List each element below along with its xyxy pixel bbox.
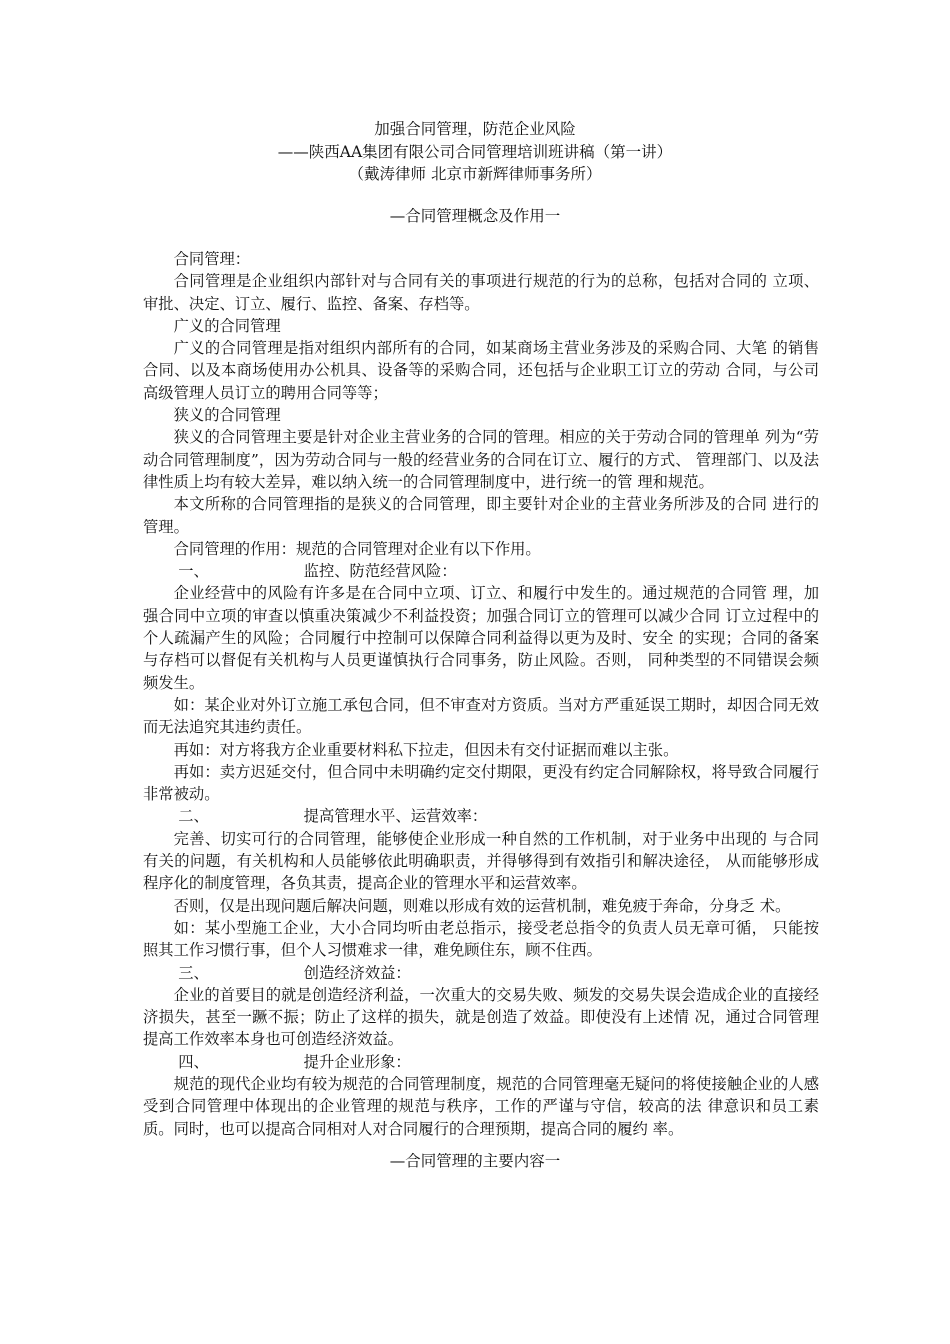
section-heading-main-content: —合同管理的主要内容一 <box>389 1152 561 1170</box>
item-heading-2 <box>143 805 819 827</box>
item-title-2: 提高管理水平、运营效率： <box>303 807 488 826</box>
document-subtitle: ——陕西AA集团有限公司合同管理培训班讲稿（第一讲） <box>277 142 673 161</box>
paragraph-item1-example3: 再如：卖方迟延交付，但合同中未明确约定交付期限，更没有约定合同解除权，将导致合同履行非常被动。 <box>143 762 819 804</box>
paragraph-role-intro: 合同管理的作用：规范的合同管理对企业有以下作用。 <box>173 539 541 558</box>
paragraph-def-narrow: 狭义的合同管理主要是针对企业主营业务的合同的管理。相应的关于劳动合同的管理单 列为“劳动合同管理制度”，因为劳动合同与一般的经营业务的合同在订立、履行的方式、 管理部门、以及法律性质上均有较大差异，难以纳入统一的合同管理制度中，进行统一的管 理和规范。 <box>143 428 819 491</box>
paragraph-item2-example: 如：某小型施工企业，大小合同均听由老总指示，接受老总指令的负责人员无章可循， 只能按照其工作习惯行事，但个人习惯难求一律，难免顾住东，顾不住西。 <box>143 918 819 960</box>
paragraph-def-mgmt: 合同管理是企业组织内部针对与合同有关的事项进行规范的行为的总称，包括对合同的 立项、审批、决定、订立、履行、监控、备案、存档等。 <box>143 272 819 313</box>
item-title-1: 监控、防范经营风险： <box>303 562 457 581</box>
paragraph-label-narrow: 狭义的合同管理 <box>173 406 281 425</box>
item-number-4: 四、 <box>178 1052 209 1071</box>
item-title-3: 创造经济效益： <box>303 963 411 982</box>
document-author: （戴涛律师 北京市新辉律师事务所） <box>348 165 602 183</box>
item-number-3: 三、 <box>178 963 209 982</box>
paragraph-item1-example1: 如：某企业对外订立施工承包合同，但不审查对方资质。当对方严重延误工期时，却因合同无效而无法追究其违约责任。 <box>143 695 819 737</box>
paragraph-item1-body: 企业经营中的风险有许多是在合同中立项、订立、和履行中发生的。通过规范的合同管 理，加强合同中立项的审查以慎重决策减少不利益投资；加强合同订立的管理可以减少合同 订立过程中的个人疏漏产生的风险；合同履行中控制可以保障合同利益得以更为及时、安全 的实现；合同的备案与存档可以督促有关机构与人员更谨慎执行合同事务，防止风险。否则， 同种类型的不同错误会频频发生。 <box>143 584 819 692</box>
item-heading-3 <box>143 962 819 984</box>
body-text <box>143 248 819 1140</box>
paragraph-item3-body: 企业的首要目的就是创造经济利益，一次重大的交易失败、频发的交易失误会造成企业的直接经济损失，甚至一蹶不振；防止了这样的损失，就是创造了效益。即使没有上述情 况，通过合同管理提高工作效率本身也可创造经济效益。 <box>143 985 819 1049</box>
paragraph-label-mgmt: 合同管理： <box>173 250 251 268</box>
paragraph-label-broad: 广义的合同管理 <box>173 316 281 335</box>
paragraph-scope: 本文所称的合同管理指的是狭义的合同管理，即主要针对企业的主营业务所涉及的合同 进行的管理。 <box>143 495 819 536</box>
paragraph-item1-example2: 再如：对方将我方企业重要材料私下拉走，但因未有交付证据而难以主张。 <box>173 740 679 759</box>
item-number-1: 一、 <box>178 562 209 581</box>
paragraph-item2-body: 完善、切实可行的合同管理，能够使企业形成一种自然的工作机制，对于业务中出现的 与合同有关的问题，有关机构和人员能够依此明确职责，并得够得到有效指引和解决途径， 从而能够形成程序化的制度管理，各负其责，提高企业的管理水平和运营效率。 <box>143 829 819 893</box>
item-title-4: 提升企业形象： <box>303 1052 411 1071</box>
paragraph-item2-body2: 否则，仅是出现问题后解决问题，则难以形成有效的运营机制，难免疲于奔命，分身乏 术。 <box>173 896 791 915</box>
title-block <box>0 118 950 186</box>
item-heading-4 <box>143 1051 819 1073</box>
document-title: 加强合同管理，防范企业风险 <box>374 120 576 138</box>
paragraph-def-broad: 广义的合同管理是指对组织内部所有的合同，如某商场主营业务涉及的采购合同、大笔 的销售合同、以及本商场使用办公机具、设备等的采购合同，还包括与企业职工订立的劳动 合同，与公司高级管理人员订立的聘用合同等等； <box>143 339 819 402</box>
item-heading-1 <box>143 560 819 582</box>
section-heading-concept: —合同管理概念及作用一 <box>389 207 561 225</box>
item-number-2: 二、 <box>178 807 209 826</box>
paragraph-item4-body: 规范的现代企业均有较为规范的合同管理制度，规范的合同管理毫无疑问的将使接触企业的人感受到合同管理中体现出的企业管理的规范与秩序，工作的严谨与守信，较高的法 律意识和员工素质。同时，也可以提高合同相对人对合同履行的合理预期，提高合同的履约 率。 <box>143 1074 819 1138</box>
